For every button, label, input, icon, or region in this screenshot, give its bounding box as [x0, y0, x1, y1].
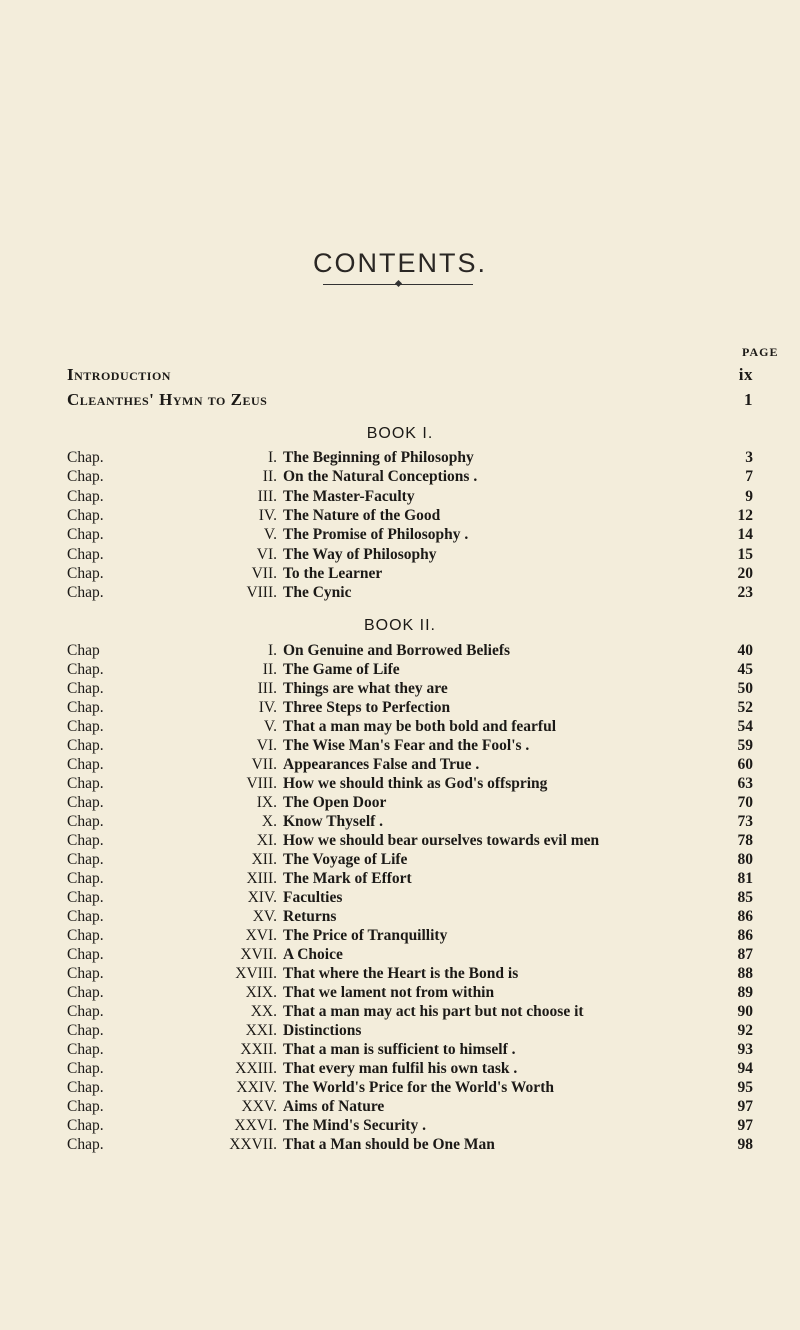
chapter-title: Know Thyself . [283, 813, 384, 830]
chapter-title: Things are what they are [283, 680, 448, 697]
chapter-number: VIII. [246, 584, 277, 602]
chapter-number: XII. [251, 851, 277, 868]
chapter-title: The Game of Life [283, 661, 400, 678]
chapter-number: I. [267, 642, 277, 659]
entry-title: Cleanthes' Hymn to Zeus [67, 390, 268, 409]
chapter-page: 40 [737, 642, 753, 659]
chapter-page: 78 [737, 832, 753, 849]
chapter-number: XIX. [245, 984, 277, 1001]
front-matter-entry[interactable] [67, 365, 767, 387]
chapter-label: Chap. [67, 564, 104, 582]
chapter-title: Returns [283, 908, 337, 925]
page-column-header: PAGE [742, 345, 779, 359]
chapter-number: V. [263, 526, 277, 544]
chapter-title: The Voyage of Life [283, 851, 408, 868]
chapter-number: XVII. [240, 946, 277, 963]
chapter-entry[interactable] [67, 850, 767, 870]
chapter-page: 9 [745, 487, 753, 505]
chapter-number: XXII. [240, 1041, 277, 1058]
chapter-number: XXI. [245, 1022, 277, 1039]
chapter-entry[interactable] [67, 1078, 767, 1098]
chapter-entry[interactable] [67, 1097, 767, 1117]
chapter-label: Chap. [67, 545, 104, 563]
chapter-page: 73 [737, 813, 753, 830]
chapter-page: 23 [737, 584, 753, 602]
chapter-page: 87 [737, 946, 753, 963]
chapter-number: V. [263, 718, 277, 735]
chapter-label: Chap. [67, 927, 104, 944]
chapter-entry[interactable] [67, 487, 767, 507]
chapter-number: III. [257, 680, 277, 697]
chapter-entry[interactable] [67, 736, 767, 756]
chapter-title: The Mark of Effort [283, 870, 412, 887]
chapter-entry[interactable] [67, 888, 767, 908]
chapter-page: 89 [737, 984, 753, 1001]
chapter-page: 3 [745, 449, 753, 466]
chapter-entry[interactable] [67, 525, 767, 545]
chapter-entry[interactable] [67, 1021, 767, 1041]
chapter-page: 97 [737, 1117, 753, 1134]
chapter-page: 12 [737, 506, 753, 524]
chapter-page: 54 [737, 718, 753, 735]
chapter-entry[interactable] [67, 564, 767, 584]
chapter-entry[interactable] [67, 812, 767, 832]
chapter-label: Chap. [67, 851, 104, 868]
entry-page: ix [738, 365, 753, 384]
chapter-title: That where the Heart is the Bond is [283, 965, 519, 982]
chapter-page: 98 [737, 1136, 753, 1153]
chapter-number: VII. [251, 756, 277, 773]
chapter-number: XIII. [246, 870, 277, 887]
chapter-title: The Cynic [283, 584, 352, 602]
chapter-title: The Way of Philosophy [283, 545, 437, 563]
chapter-entry[interactable] [67, 641, 767, 661]
chapter-label: Chap. [67, 775, 104, 792]
chapter-number: X. [261, 813, 277, 830]
chapter-entry[interactable] [67, 1116, 767, 1136]
chapter-page: 15 [737, 545, 753, 563]
chapter-number: VI. [256, 545, 277, 563]
chapter-title: Appearances False and True . [283, 756, 480, 773]
chapter-number: XI. [256, 832, 277, 849]
chapter-page: 85 [737, 889, 753, 906]
chapter-page: 70 [737, 794, 753, 811]
entry-title: Introduction [67, 365, 171, 384]
chapter-label: Chap. [67, 965, 104, 982]
chapter-title: That a Man should be One Man [283, 1136, 495, 1153]
chapter-entry[interactable] [67, 1040, 767, 1060]
chapter-number: III. [257, 487, 277, 505]
chapter-page: 81 [737, 870, 753, 887]
chapter-title: The Wise Man's Fear and the Fool's . [283, 737, 530, 754]
chapter-title: The Promise of Philosophy . [283, 526, 469, 544]
front-matter-entry[interactable] [67, 390, 767, 412]
chapter-page: 92 [737, 1022, 753, 1039]
chapter-page: 60 [737, 756, 753, 773]
chapter-number: IX. [256, 794, 277, 811]
chapter-label: Chap. [67, 468, 104, 486]
chapter-page: 52 [737, 699, 753, 716]
chapter-title: Faculties [283, 889, 343, 906]
chapter-title: On Genuine and Borrowed Beliefs [283, 642, 511, 659]
chapter-label: Chap. [67, 584, 104, 602]
chapter-entry[interactable] [67, 831, 767, 851]
page-title: CONTENTS. [312, 248, 487, 278]
divider-ornament [395, 280, 402, 287]
chapter-label: Chap. [67, 487, 104, 505]
chapter-number: IV. [258, 699, 277, 716]
chapter-number: XXVII. [229, 1136, 277, 1153]
chapter-entry[interactable] [67, 583, 767, 603]
chapter-label: Chap. [67, 737, 104, 754]
chapter-page: 86 [737, 927, 753, 944]
chapter-title: That every man fulfil his own task . [283, 1060, 518, 1077]
chapter-entry[interactable] [67, 964, 767, 984]
chapter-page: 45 [737, 661, 753, 678]
chapter-label: Chap. [67, 449, 104, 466]
chapter-entry[interactable] [67, 945, 767, 965]
chapter-entry[interactable] [67, 448, 767, 468]
chapter-number: I. [267, 449, 277, 466]
chapter-title: That a man may act his part but not choose it [283, 1003, 584, 1020]
chapter-page: 80 [737, 851, 753, 868]
chapter-label: Chap. [67, 506, 104, 524]
chapter-number: IV. [258, 506, 277, 524]
book-heading: BOOK II. [363, 617, 436, 634]
chapter-entry[interactable] [67, 506, 767, 526]
chapter-title: The Open Door [283, 794, 387, 811]
chapter-title: Distinctions [283, 1022, 362, 1039]
chapter-title: A Choice [283, 946, 343, 963]
chapter-number: VII. [251, 564, 277, 582]
chapter-title: On the Natural Conceptions . [283, 468, 478, 486]
chapter-entry[interactable] [67, 1135, 767, 1155]
chapter-label: Chap [67, 642, 100, 659]
entry-page: 1 [744, 390, 753, 409]
chapter-label: Chap. [67, 1098, 104, 1115]
chapter-label: Chap. [67, 1060, 104, 1077]
chapter-label: Chap. [67, 813, 104, 830]
chapter-page: 14 [737, 526, 753, 544]
chapter-page: 7 [745, 468, 753, 486]
chapter-title: The Price of Tranquillity [283, 927, 448, 944]
chapter-number: XV. [252, 908, 277, 925]
chapter-entry[interactable] [67, 793, 767, 813]
chapter-number: XVIII. [235, 965, 277, 982]
chapter-entry[interactable] [67, 774, 767, 794]
chapter-label: Chap. [67, 870, 104, 887]
chapter-number: XXV. [241, 1098, 277, 1115]
chapter-number: XIV. [247, 889, 277, 906]
chapter-title: How we should bear ourselves towards evil men [283, 832, 600, 849]
chapter-entry[interactable] [67, 1002, 767, 1022]
chapter-label: Chap. [67, 946, 104, 963]
chapter-number: II. [262, 468, 277, 486]
chapter-number: II. [262, 661, 277, 678]
chapter-title: That we lament not from within [283, 984, 495, 1001]
chapter-title: To the Learner [283, 564, 383, 582]
chapter-page: 90 [737, 1003, 753, 1020]
chapter-entry[interactable] [67, 660, 767, 680]
chapter-entry[interactable] [67, 907, 767, 927]
chapter-entry[interactable] [67, 755, 767, 775]
chapter-entry[interactable] [67, 869, 767, 889]
chapter-label: Chap. [67, 1079, 104, 1096]
chapter-title: That a man may be both bold and fearful [283, 718, 557, 735]
chapter-label: Chap. [67, 984, 104, 1001]
chapter-page: 86 [737, 908, 753, 925]
chapter-title: Aims of Nature [283, 1098, 385, 1115]
chapter-number: XVI. [245, 927, 277, 944]
chapter-title: How we should think as God's offspring [283, 775, 548, 792]
chapter-title: That a man is sufficient to himself . [283, 1041, 516, 1058]
chapter-page: 88 [737, 965, 753, 982]
chapter-entry[interactable] [67, 698, 767, 718]
chapter-page: 95 [737, 1079, 753, 1096]
chapter-title: The Mind's Security . [283, 1117, 426, 1134]
chapter-label: Chap. [67, 794, 104, 811]
chapter-label: Chap. [67, 889, 104, 906]
chapter-entry[interactable] [67, 545, 767, 565]
chapter-label: Chap. [67, 908, 104, 925]
chapter-label: Chap. [67, 1003, 104, 1020]
chapter-number: XXIV. [236, 1079, 277, 1096]
chapter-label: Chap. [67, 526, 104, 544]
chapter-label: Chap. [67, 756, 104, 773]
chapter-entry[interactable] [67, 467, 767, 487]
chapter-page: 94 [737, 1060, 753, 1077]
chapter-page: 50 [737, 680, 753, 697]
chapter-title: The Beginning of Philosophy [283, 449, 474, 466]
chapter-number: XXIII. [235, 1060, 277, 1077]
chapter-number: VI. [256, 737, 277, 754]
chapter-number: XX. [250, 1003, 277, 1020]
chapter-entry[interactable] [67, 679, 767, 699]
chapter-number: VIII. [246, 775, 277, 792]
chapter-label: Chap. [67, 1041, 104, 1058]
chapter-entry[interactable] [67, 926, 767, 946]
chapter-page: 63 [737, 775, 753, 792]
chapter-title: The World's Price for the World's Worth [283, 1079, 554, 1096]
chapter-label: Chap. [67, 1022, 104, 1039]
book-heading: BOOK I. [366, 425, 434, 442]
chapter-page: 59 [737, 737, 753, 754]
chapter-entry[interactable] [67, 983, 767, 1003]
chapter-page: 20 [737, 564, 753, 582]
chapter-label: Chap. [67, 680, 104, 697]
chapter-label: Chap. [67, 661, 104, 678]
chapter-title: The Master-Faculty [283, 487, 415, 505]
chapter-entry[interactable] [67, 717, 767, 737]
chapter-number: XXVI. [234, 1117, 277, 1134]
chapter-label: Chap. [67, 832, 104, 849]
chapter-label: Chap. [67, 1136, 104, 1153]
chapter-page: 93 [737, 1041, 753, 1058]
chapter-label: Chap. [67, 718, 104, 735]
chapter-entry[interactable] [67, 1059, 767, 1079]
chapter-label: Chap. [67, 1117, 104, 1134]
chapter-title: The Nature of the Good [283, 506, 441, 524]
chapter-label: Chap. [67, 699, 104, 716]
chapter-title: Three Steps to Perfection [283, 699, 451, 716]
chapter-page: 97 [737, 1098, 753, 1115]
